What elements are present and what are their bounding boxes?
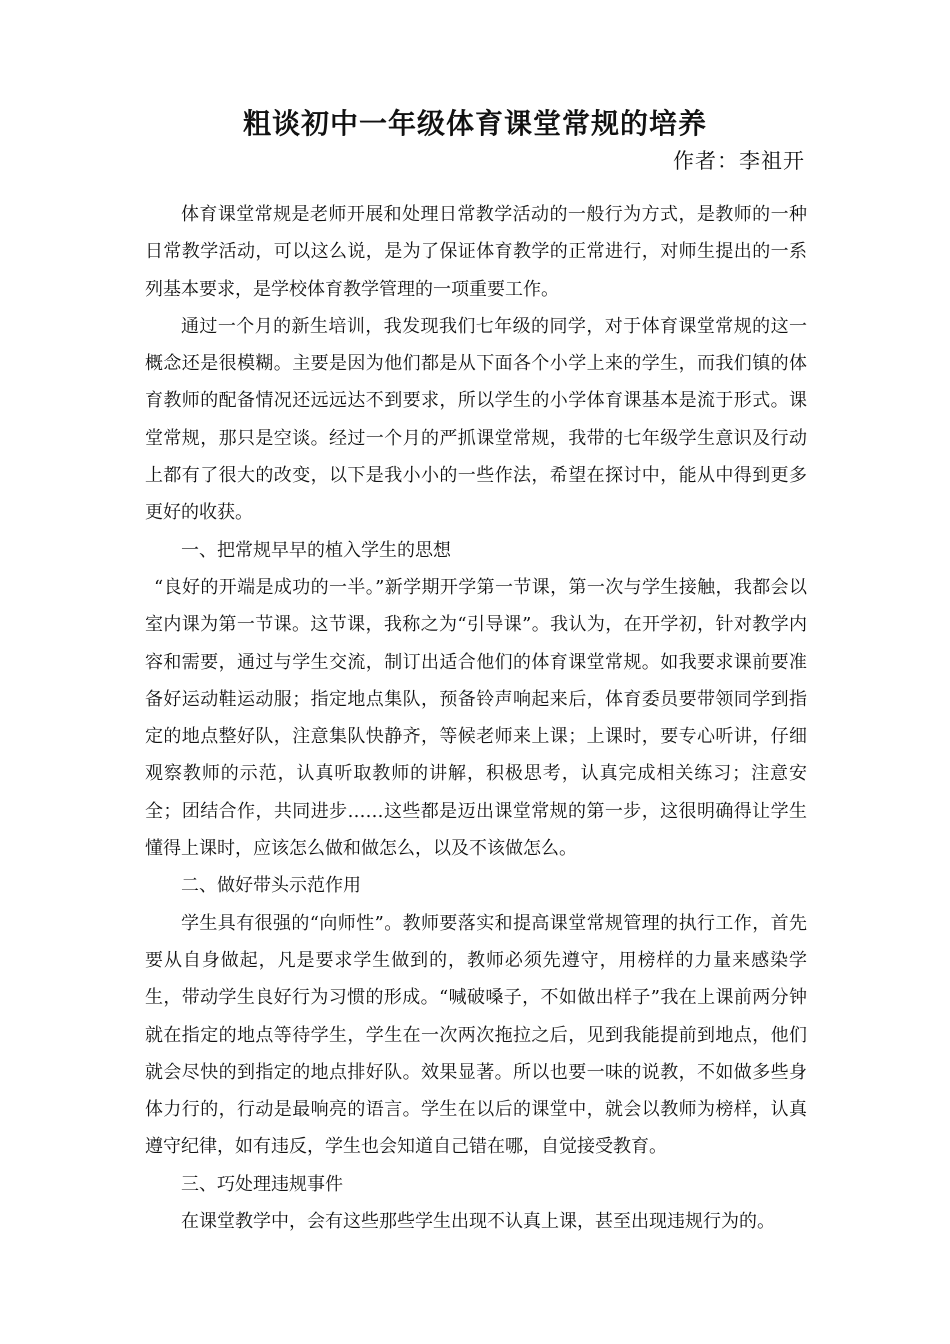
document-title: 粗谈初中一年级体育课堂常规的培养 <box>242 107 707 140</box>
section-heading-3: 三、巧处理违规事件 <box>181 1173 343 1195</box>
author-line: 作者：李祖开 <box>673 149 805 173</box>
paragraph-background: 通过一个月的新生培训，我发现我们七年级的同学，对于体育课堂常规的这一概念还是很模糊。主要是因为他们都是从下面各个小学上来的学生，而我们镇的体育教师的配备情况还远远达不到要求，所以学生的小学体育课基本是流于形式。课堂常规，那只是空谈。经过一个月的严抓课堂常规，我带的七年级学生意识及行动上都有了很大的改变，以下是我小小的一些作法，希望在探讨中，能从中得到更多更好的收获。 <box>145 315 807 524</box>
paragraph-section-1: “良好的开端是成功的一半。”新学期开学第一节课，第一次与学生接触，我都会以室内课为第一节课。这节课，我称之为“引导课”。我认为，在开学初，针对教学内容和需要，通过与学生交流，制订出适合他们的体育课堂常规。如我要求课前要准备好运动鞋运动服；指定地点集队，预备铃声响起来后，体育委员要带领同学到指定的地点整好队，注意集队快静齐，等候老师来上课；上课时，要专心听讲，仔细观察教师的示范，认真听取教师的讲解，积极思考，认真完成相关练习；注意安全；团结合作，共同进步……这些都是迈出课堂常规的第一步，这很明确得让学生懂得上课时，应该怎么做和做怎么，以及不该做怎么。 <box>145 576 807 860</box>
document-body <box>145 196 807 1240</box>
paragraph-section-3: 在课堂教学中，会有这些那些学生出现不认真上课，甚至出现违规行为的。 <box>181 1211 775 1233</box>
section-heading-1: 一、把常规早早的植入学生的思想 <box>181 539 451 561</box>
paragraph-section-2: 学生具有很强的“向师性”。教师要落实和提高课堂常规管理的执行工作，首先要从自身做起，凡是要求学生做到的，教师必须先遵守，用榜样的力量来感染学生，带动学生良好行为习惯的形成。“喊破嗓子，不如做出样子”我在上课前两分钟就在指定的地点等待学生，学生在一次两次拖拉之后，见到我能提前到地点，他们就会尽快的到指定的地点排好队。效果显著。所以也要一味的说教，不如做多些身体力行的，行动是最响亮的语言。学生在以后的课堂中，就会以教师为榜样，认真遵守纪律，如有违反，学生也会知道自己错在哪，自觉接受教育。 <box>145 912 807 1158</box>
section-heading-2: 二、做好带头示范作用 <box>181 875 361 897</box>
paragraph-intro: 体育课堂常规是老师开展和处理日常教学活动的一般行为方式，是教师的一种日常教学活动，可以这么说，是为了保证体育教学的正常进行，对师生提出的一系列基本要求，是学校体育教学管理的一项重要工作。 <box>145 204 807 300</box>
